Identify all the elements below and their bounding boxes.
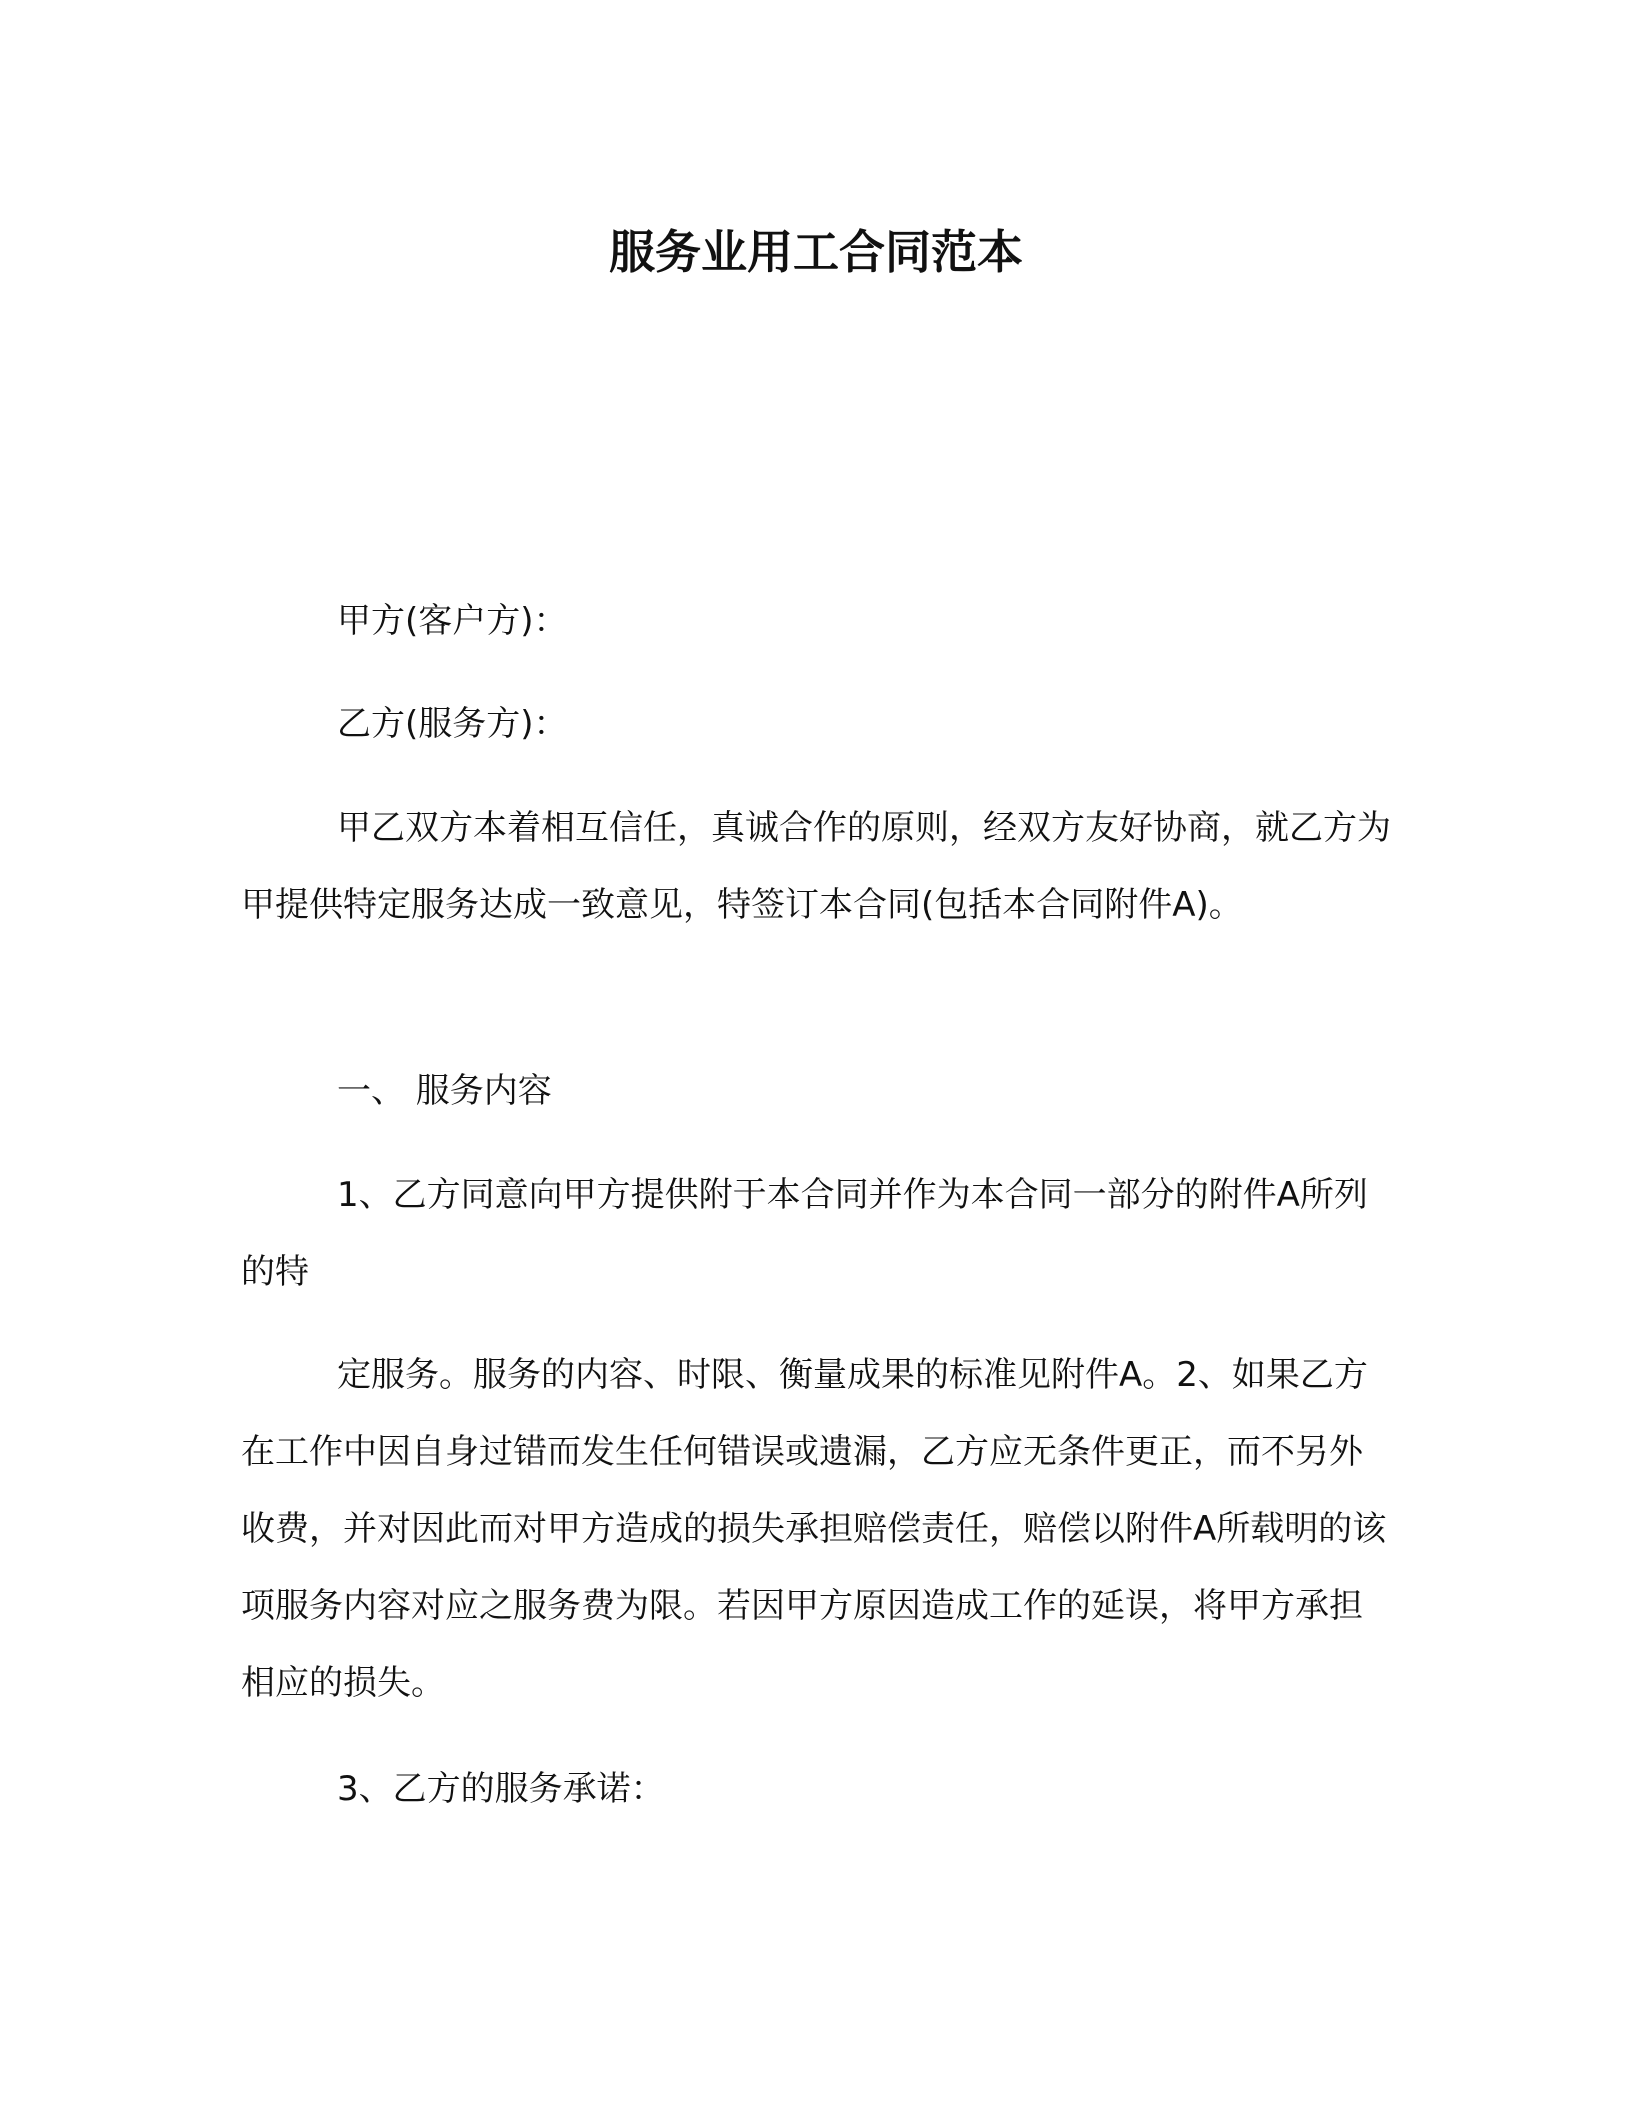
section-1-heading: 一、 服务内容	[337, 1071, 552, 1111]
section-heading	[241, 1053, 1391, 1130]
party-a-label: 甲方(客户方)：	[337, 601, 568, 641]
clause-1-paragraph	[241, 1157, 1391, 1311]
party-b-label: 乙方(服务方)：	[337, 704, 568, 744]
party-a-line	[241, 583, 1391, 660]
document-title: 服务业用工合同范本	[609, 225, 1023, 279]
party-b-line	[241, 686, 1391, 763]
preamble-paragraph	[241, 790, 1391, 944]
clause-3-text: 3、乙方的服务承诺：	[337, 1769, 665, 1809]
clause-1-continued-text: 定服务。服务的内容、时限、衡量成果的标准见附件A。2、如果乙方在工作中因自身过错而发生任何错误或遗漏，乙方应无条件更正，而不另外收费，并对因此而对甲方造成的损失承担赔偿责任，赔偿以附件A所载明的该项服务内容对应之服务费为限。若因甲方原因造成工作的延误，将甲方承担相应的损失。	[241, 1355, 1387, 1703]
clause-1-text: 1、乙方同意向甲方提供附于本合同并作为本合同一部分的附件A所列的特	[241, 1175, 1368, 1292]
clause-3-paragraph	[241, 1751, 1391, 1828]
clause-1-continued-paragraph	[241, 1337, 1391, 1722]
preamble-text: 甲乙双方本着相互信任，真诚合作的原则，经双方友好协商，就乙方为甲提供特定服务达成一致意见，特签订本合同(包括本合同附件A)。	[241, 808, 1391, 925]
